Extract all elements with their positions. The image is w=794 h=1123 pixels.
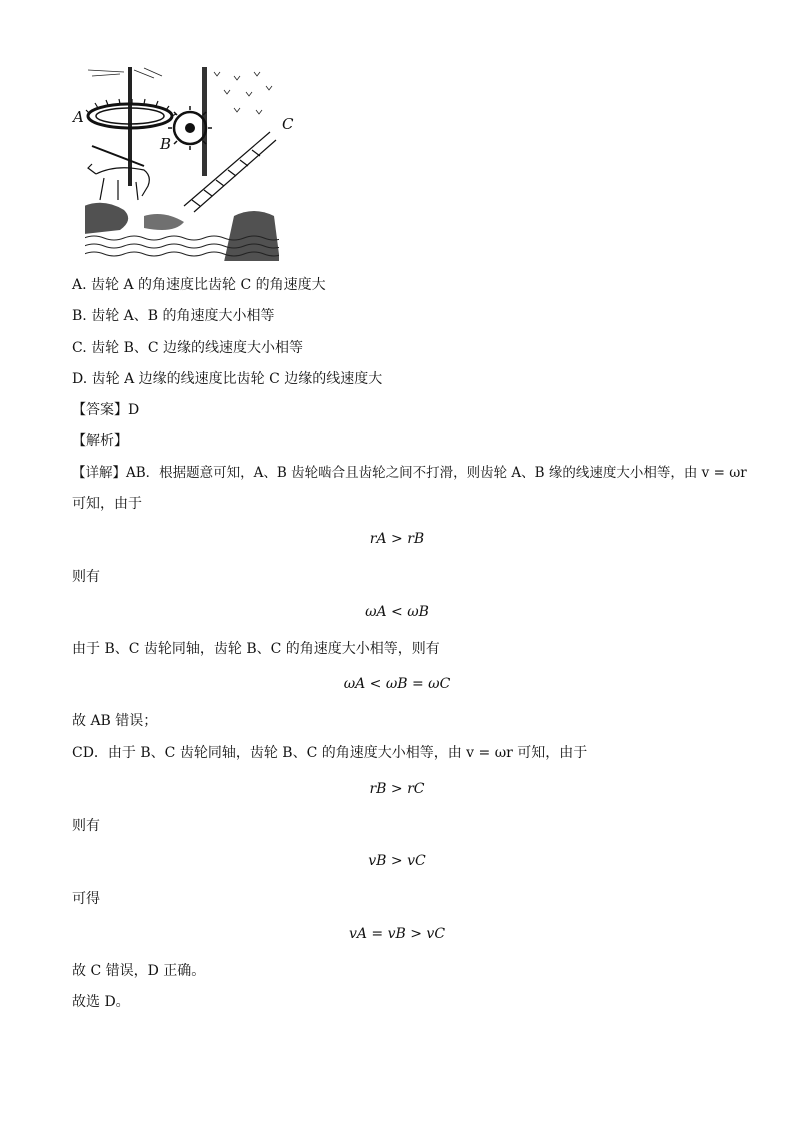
option-label: C. xyxy=(72,340,87,356)
figure-label-a: A xyxy=(73,108,84,126)
gear-waterwheel-illustration xyxy=(84,66,280,262)
detail-line-2: 可知，由于 xyxy=(72,496,142,512)
then-have-2: 则有 xyxy=(72,818,100,834)
option-label: A. xyxy=(72,277,87,293)
then-get: 可得 xyxy=(72,891,100,907)
detail-line-6: 故 C 错误，D 正确。 xyxy=(72,963,206,979)
detail-line-5: CD．由于 B、C 齿轮同轴，齿轮 B、C 的角速度大小相等，由 v = ωr 可知，由于 xyxy=(72,745,588,761)
chain-trough xyxy=(184,132,276,212)
option-c xyxy=(72,338,303,358)
equation-omega-abc: ωA < ωB = ωC xyxy=(343,676,451,692)
option-text: 齿轮 A 边缘的线速度比齿轮 C 边缘的线速度大 xyxy=(91,371,383,387)
option-d xyxy=(72,369,382,389)
detail-line-3: 由于 B、C 齿轮同轴，齿轮 B、C 的角速度大小相等，则有 xyxy=(72,641,440,657)
option-text: 齿轮 A、B 的角速度大小相等 xyxy=(91,308,275,324)
option-label: B. xyxy=(72,308,87,324)
analysis-tag: 【解析】 xyxy=(72,433,128,449)
ox-figure xyxy=(88,146,149,200)
option-a xyxy=(72,275,326,295)
equation-v-abc: vA = vB > vC xyxy=(348,926,446,942)
figure-label-c: C xyxy=(282,115,294,133)
option-label: D. xyxy=(72,371,88,387)
detail-line-4: 故 AB 错误； xyxy=(72,713,158,729)
detail-line-7: 故选 D。 xyxy=(72,994,130,1010)
then-have-1: 则有 xyxy=(72,569,100,585)
answer-tag: 【答案】 xyxy=(72,402,128,418)
equation-r-bc: rB > rC xyxy=(369,781,425,797)
equation-r-ab: rA > rB xyxy=(369,531,425,547)
equation-omega-ab: ωA < ωB xyxy=(365,604,429,620)
option-text: 齿轮 A 的角速度比齿轮 C 的角速度大 xyxy=(91,277,326,293)
option-b xyxy=(72,306,275,326)
foliage-strokes xyxy=(88,68,272,114)
figure-label-b: B xyxy=(160,135,172,153)
option-text: 齿轮 B、C 边缘的线速度大小相等 xyxy=(91,340,304,356)
equation-v-bc: vB > vC xyxy=(368,853,426,869)
answer-value: D xyxy=(128,402,140,418)
answer-line xyxy=(72,400,139,420)
detail-line-1: 【详解】AB．根据题意可知，A、B 齿轮啮合且齿轮之间不打滑，则齿轮 A、B 缘的线速度大小相等，由 v = ωr xyxy=(72,465,747,481)
